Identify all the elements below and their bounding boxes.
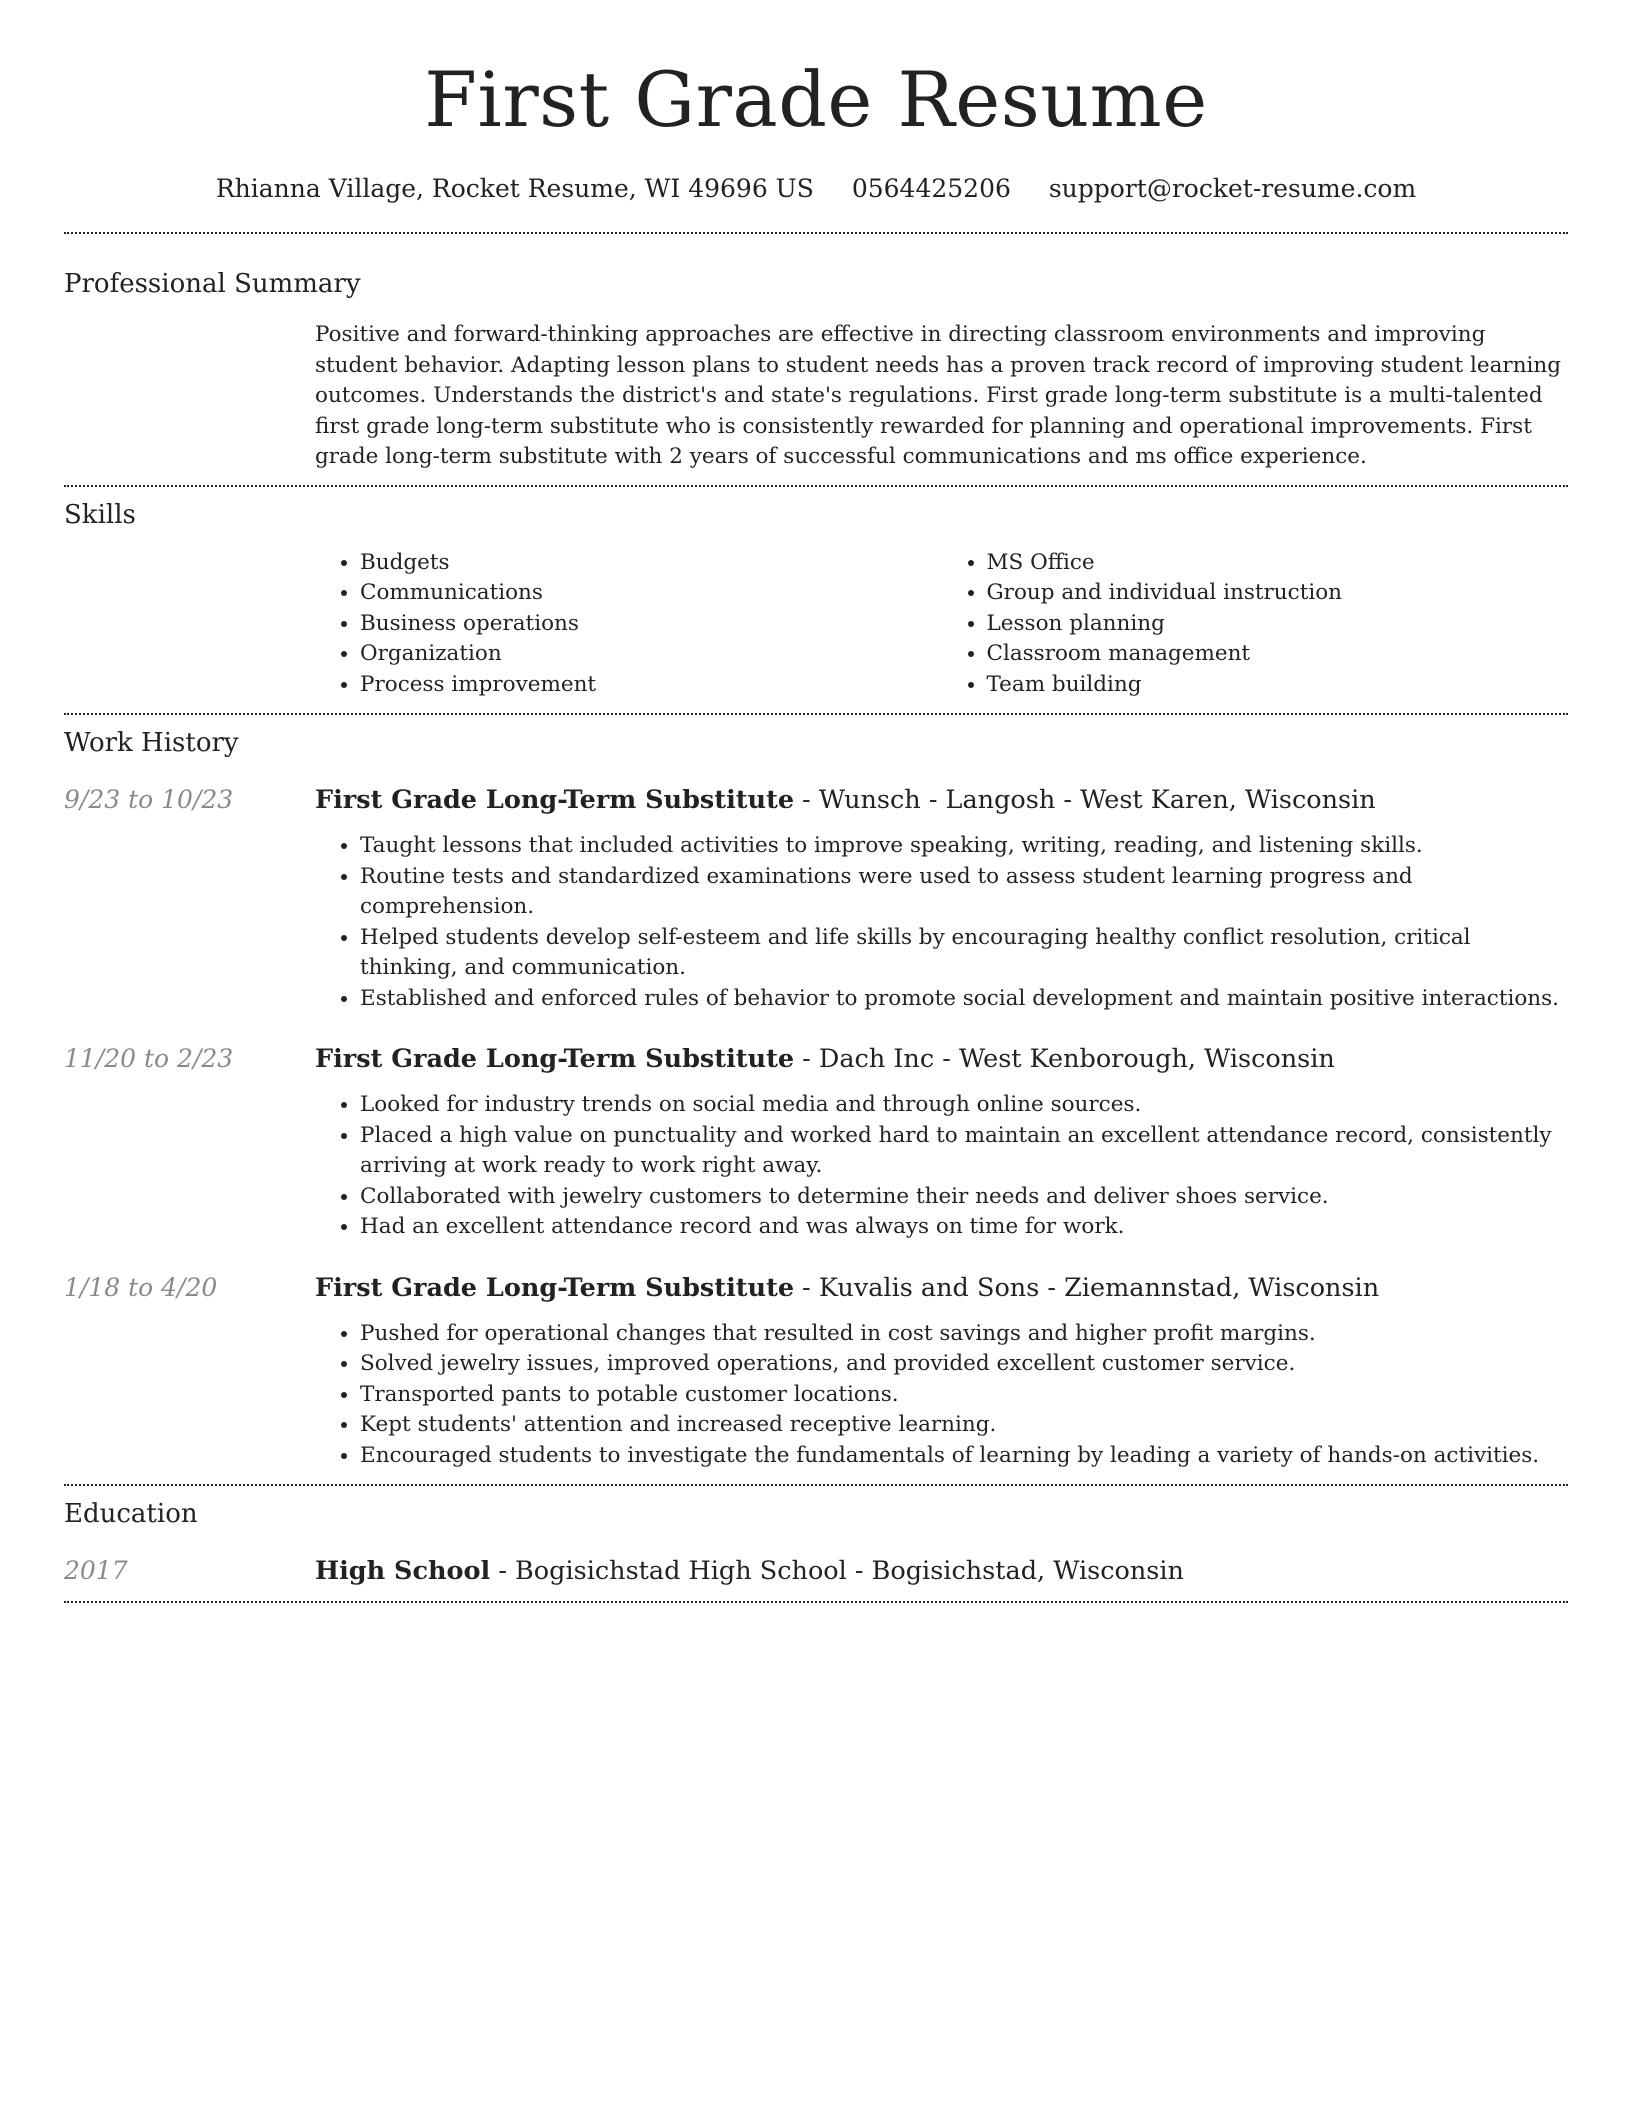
education-date: 2017 xyxy=(64,1556,128,1585)
page-title: First Grade Resume xyxy=(424,55,1208,144)
job-details: - Wunsch - Langosh - West Karen, Wisconsin xyxy=(794,785,1376,815)
skill-item: • Group and individual instruction xyxy=(987,578,1569,609)
list-item: • Kept students' attention and increased receptive learning. xyxy=(360,1410,1568,1441)
education-details: - Bogisichstad High School - Bogisichstad, Wisconsin xyxy=(490,1556,1184,1586)
job-bullets xyxy=(315,831,1568,1014)
job-bullets xyxy=(315,1090,1568,1243)
job-role: First Grade Long-Term Substitute xyxy=(315,785,795,815)
email-text: support@rocket-resume.com xyxy=(1048,174,1417,203)
address-text: Rhianna Village, Rocket Resume, WI 49696 US xyxy=(215,174,814,203)
job-header xyxy=(0,783,1632,817)
job-title xyxy=(315,1042,1568,1076)
job-header xyxy=(0,1042,1632,1076)
skill-item: • Business operations xyxy=(360,609,942,640)
skill-item: • Team building xyxy=(987,670,1569,701)
list-item: • Routine tests and standardized examinations were used to assess student learning progress and comprehension. xyxy=(360,862,1568,923)
skills-section xyxy=(315,548,1568,701)
skill-item: • Communications xyxy=(360,578,942,609)
job-title xyxy=(315,1271,1568,1305)
list-item: • Established and enforced rules of behavior to promote social development and maintain positive interactions. xyxy=(360,984,1568,1015)
work-heading: Work History xyxy=(64,728,239,758)
skill-item: • Classroom management xyxy=(987,639,1569,670)
job-header xyxy=(0,1271,1632,1305)
list-item: • Pushed for operational changes that resulted in cost savings and higher profit margins. xyxy=(360,1319,1568,1350)
summary-section xyxy=(315,320,1568,473)
skills-heading: Skills xyxy=(64,499,136,530)
list-item: • Encouraged students to investigate the fundamentals of learning by leading a variety of hands-on activities. xyxy=(360,1441,1568,1472)
list-item: • Collaborated with jewelry customers to determine their needs and deliver shoes service. xyxy=(360,1182,1568,1213)
job-date: 11/20 to 2/23 xyxy=(64,1044,234,1073)
resume-header xyxy=(0,0,1632,206)
skills-list-right xyxy=(942,548,1569,701)
list-item: • Helped students develop self-esteem and life skills by encouraging healthy conflict resolution, critical thinking, and communication. xyxy=(360,923,1568,984)
list-item: • Placed a high value on punctuality and worked hard to maintain an excellent attendance record, consistently arriving at work ready to work right away. xyxy=(360,1121,1568,1182)
job-role: First Grade Long-Term Substitute xyxy=(315,1044,795,1074)
job-details: - Kuvalis and Sons - Ziemannstad, Wisconsin xyxy=(794,1272,1380,1303)
skill-item: • Process improvement xyxy=(360,670,942,701)
job-date: 9/23 to 10/23 xyxy=(64,785,234,814)
contact-line xyxy=(0,172,1632,206)
divider xyxy=(64,713,1568,715)
skills-list-left xyxy=(315,548,942,701)
education-title xyxy=(315,1554,1568,1588)
job-role: First Grade Long-Term Substitute xyxy=(315,1272,795,1303)
job-details: - Dach Inc - West Kenborough, Wisconsin xyxy=(794,1044,1335,1074)
phone-text: 0564425206 xyxy=(851,174,1011,203)
summary-text: Positive and forward-thinking approaches are effective in directing classroom environments and improving student behavior. Adapting lesson plans to student needs has a proven track record of improving student learning outcomes. Understands the district's and state's regulations. First grade long-term substitute is a multi-talented first grade long-term substitute who is consistently rewarded for planning and operational improvements. First grade long-term substitute with 2 years of successful communications and ms office experience. xyxy=(315,322,1562,469)
list-item: • Transported pants to potable customer locations. xyxy=(360,1380,1568,1411)
education-degree: High School xyxy=(315,1556,491,1586)
divider xyxy=(64,485,1568,487)
job-date: 1/18 to 4/20 xyxy=(64,1272,218,1302)
education-row xyxy=(0,1554,1632,1588)
skill-item: • Budgets xyxy=(360,548,942,579)
list-item: • Had an excellent attendance record and was always on time for work. xyxy=(360,1212,1568,1243)
skill-item: • Lesson planning xyxy=(987,609,1569,640)
list-item: • Taught lessons that included activities to improve speaking, writing, reading, and listening skills. xyxy=(360,831,1568,862)
skill-item: • MS Office xyxy=(987,548,1569,579)
divider xyxy=(64,1484,1568,1486)
divider xyxy=(64,1601,1568,1603)
divider xyxy=(64,232,1568,234)
summary-heading: Professional Summary xyxy=(64,269,361,299)
job-title xyxy=(315,783,1568,817)
job-bullets xyxy=(315,1319,1568,1472)
education-heading: Education xyxy=(64,1499,198,1529)
list-item: • Looked for industry trends on social media and through online sources. xyxy=(360,1090,1568,1121)
list-item: • Solved jewelry issues, improved operations, and provided excellent customer service. xyxy=(360,1349,1568,1380)
skill-item: • Organization xyxy=(360,639,942,670)
